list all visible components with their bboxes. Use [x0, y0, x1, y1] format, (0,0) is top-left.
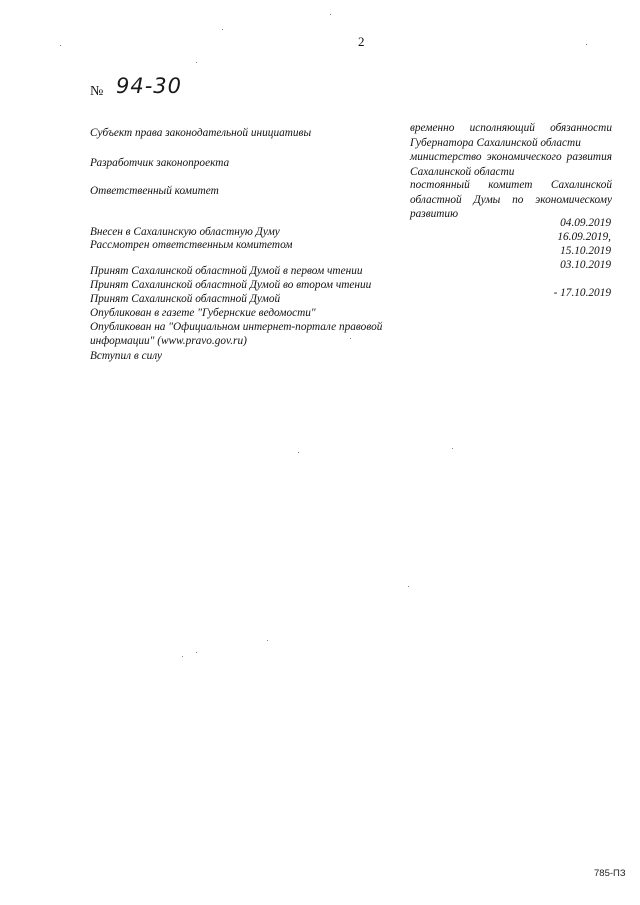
- scan-speck: [196, 652, 197, 653]
- published-portal-label-line2: информации" (www.pravo.gov.ru): [90, 335, 247, 347]
- published-portal-label-line1: Опубликован на "Официальном интернет-портале правовой: [90, 321, 383, 333]
- reviewed-label: Рассмотрен ответственным комитетом: [90, 239, 293, 251]
- initiative-subject-label: Субъект права законодательной инициативы: [90, 127, 312, 139]
- reviewed-date-1: 16.09.2019,: [557, 231, 611, 243]
- adopted-label: Принят Сахалинской областной Думой: [90, 293, 281, 305]
- scan-speck: [408, 586, 409, 587]
- adopted-date: - 17.10.2019: [553, 287, 611, 299]
- first-reading-date: 03.10.2019: [560, 259, 611, 271]
- scan-speck: [196, 62, 197, 63]
- scan-speck: [60, 45, 61, 46]
- published-newspaper-label: Опубликован в газете "Губернские ведомости": [90, 307, 316, 319]
- reviewed-date-2: 15.10.2019: [560, 245, 611, 257]
- scan-speck: [330, 14, 331, 15]
- developer-value: министерство экономического развития Сахалинской области: [410, 151, 612, 178]
- page-number: 2: [358, 34, 365, 49]
- second-reading-label: Принят Сахалинской областной Думой во втором чтении: [90, 279, 372, 291]
- scan-speck: [222, 29, 223, 30]
- scan-speck: [350, 338, 351, 339]
- entered-force-label: Вступил в силу: [90, 350, 163, 362]
- submitted-date: 04.09.2019: [560, 217, 611, 229]
- committee-label: Ответственный комитет: [90, 185, 219, 197]
- doc-number-sign: №: [90, 84, 104, 99]
- document-code: 785-ПЗ: [594, 868, 626, 879]
- initiative-subject-value: временно исполняющий обязанности Губернатора Сахалинской области: [410, 122, 612, 149]
- doc-number-handwritten: 94-30: [116, 74, 183, 98]
- first-reading-label: Принят Сахалинской областной Думой в первом чтении: [90, 265, 363, 277]
- scan-speck: [298, 452, 299, 453]
- developer-label: Разработчик законопроекта: [90, 157, 230, 169]
- scan-speck: [267, 640, 268, 641]
- committee-value: постоянный комитет Сахалинской областной Думы по экономическому развитию: [410, 179, 612, 220]
- scan-speck: [452, 448, 453, 449]
- scan-speck: [182, 656, 183, 657]
- submitted-label: Внесен в Сахалинскую областную Думу: [90, 226, 280, 238]
- scan-speck: [586, 44, 587, 45]
